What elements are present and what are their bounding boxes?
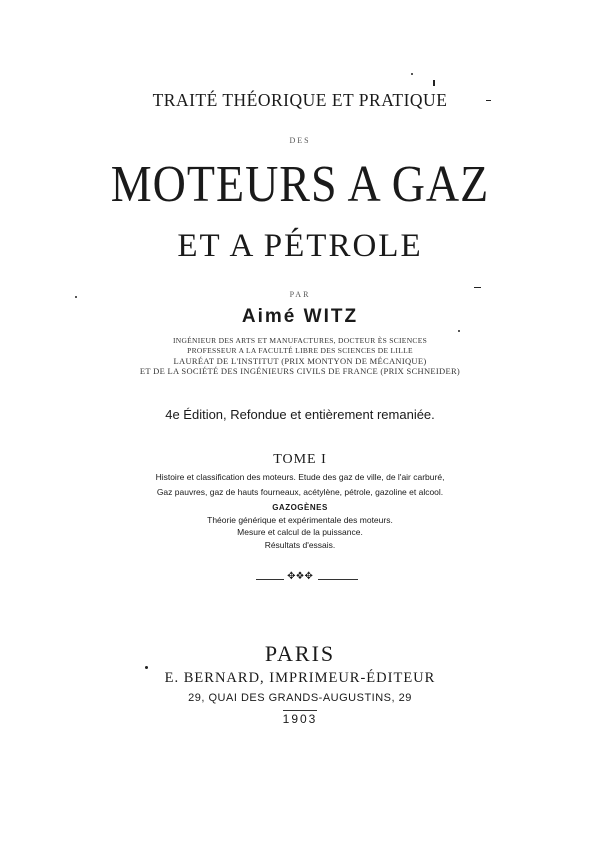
year-rule	[283, 710, 317, 711]
contents-line-4: Théorie générique et expérimentale des moteurs.	[207, 515, 393, 525]
contents-line-2: Gaz pauvres, gaz de hauts fourneaux, acétylène, pétrole, gazoline et alcool.	[156, 487, 444, 497]
credential-line-3: LAURÉAT DE L'INSTITUT (PRIX MONTYON DE MÉCANIQUE)	[173, 356, 427, 366]
credential-line-4: ET DE LA SOCIÉTÉ DES INGÉNIEURS CIVILS DE FRANCE (PRIX SCHNEIDER)	[139, 366, 461, 376]
top-title: TRAITÉ THÉORIQUE ET PRATIQUE	[152, 90, 448, 110]
tome-label: TOME I	[273, 452, 327, 467]
contents-line-5: Mesure et calcul de la puissance.	[237, 527, 363, 537]
ornament-icon: ✥❖✥	[287, 571, 313, 582]
par-label: PAR	[289, 290, 311, 299]
scan-speck	[486, 100, 491, 101]
credential-line-2: PROFESSEUR A LA FACULTÉ LIBRE DES SCIENCES DE LILLE	[187, 346, 413, 355]
credential-line-1: INGÉNIEUR DES ARTS ET MANUFACTURES, DOCTEUR ÈS SCIENCES	[172, 336, 428, 345]
publication-year: 1903	[282, 712, 318, 726]
address-line: 29, QUAI DES GRANDS-AUGUSTINS, 29	[188, 692, 412, 704]
author-name: Aimé WITZ	[241, 306, 359, 327]
scan-speck	[75, 296, 77, 298]
edition-line: 4e Édition, Refondue et entièrement remaniée.	[165, 407, 435, 422]
city-label: PARIS	[264, 641, 336, 666]
scan-speck	[458, 330, 460, 332]
scan-speck	[145, 666, 148, 669]
scan-speck	[433, 80, 435, 86]
publisher-line: E. BERNARD, IMPRIMEUR-ÉDITEUR	[164, 670, 436, 686]
des-label: DES	[289, 136, 311, 145]
main-title-line-1: MOTEURS A GAZ	[110, 155, 490, 213]
contents-line-6: Résultats d'essais.	[264, 540, 336, 550]
contents-line-3: GAZOGÈNES	[272, 503, 328, 512]
contents-line-1: Histoire et classification des moteurs. Etude des gaz de ville, de l'air carburé,	[155, 472, 445, 482]
main-title-line-2: ET A PÉTROLE	[177, 228, 423, 264]
scan-speck	[474, 287, 481, 288]
scan-speck	[411, 73, 413, 75]
